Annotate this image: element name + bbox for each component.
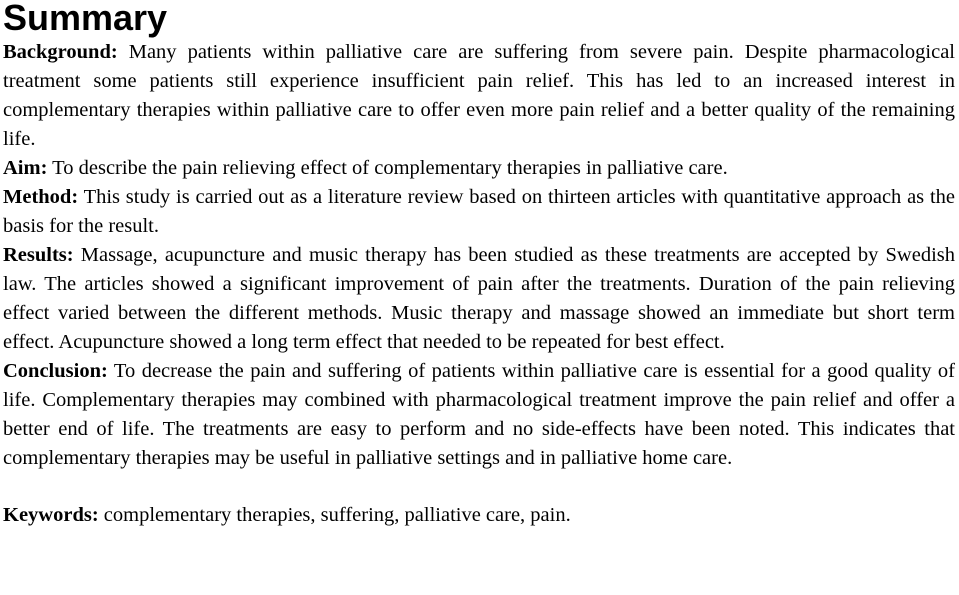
keywords-paragraph	[3, 501, 955, 530]
aim-text: To describe the pain relieving effect of complementary therapies in palliative care.	[47, 157, 728, 179]
conclusion-paragraph	[3, 357, 955, 473]
conclusion-text: To decrease the pain and suffering of patients within palliative care is essential for a good quality of life. Complementary therapies may combined with pharmacological treatment improve the pain relief and offer a better end of life. The treatments are easy to perform and no side-effects have been noted. This indicates that complementary therapies may be useful in palliative settings and in palliative home care.	[3, 360, 955, 469]
keywords-label: Keywords:	[3, 504, 99, 526]
page-title: Summary	[3, 0, 168, 38]
section-spacer	[3, 473, 955, 501]
aim-paragraph	[3, 154, 955, 183]
conclusion-label: Conclusion:	[3, 360, 108, 382]
method-text: This study is carried out as a literature review based on thirteen articles with quantitative approach as the basis for the result.	[3, 186, 955, 237]
method-label: Method:	[3, 186, 79, 208]
background-label: Background:	[3, 41, 118, 63]
background-text: Many patients within palliative care are suffering from severe pain. Despite pharmacological treatment some patients still experience insufficient pain relief. This has led to an increased interest in complementary therapies within palliative care to offer even more pain relief and a better quality of the remaining life.	[3, 41, 955, 150]
background-paragraph	[3, 38, 955, 154]
keywords-text: complementary therapies, suffering, palliative care, pain.	[98, 504, 571, 526]
method-paragraph	[3, 183, 955, 241]
results-paragraph	[3, 241, 955, 357]
results-label: Results:	[3, 244, 74, 266]
aim-label: Aim:	[3, 157, 48, 179]
results-text: Massage, acupuncture and music therapy has been studied as these treatments are accepted by Swedish law. The articles showed a significant improvement of pain after the treatments. Duration of the pain relieving effect varied between the different methods. Music therapy and massage showed an immediate but short term effect. Acupuncture showed a long term effect that needed to be repeated for best effect.	[3, 244, 955, 353]
